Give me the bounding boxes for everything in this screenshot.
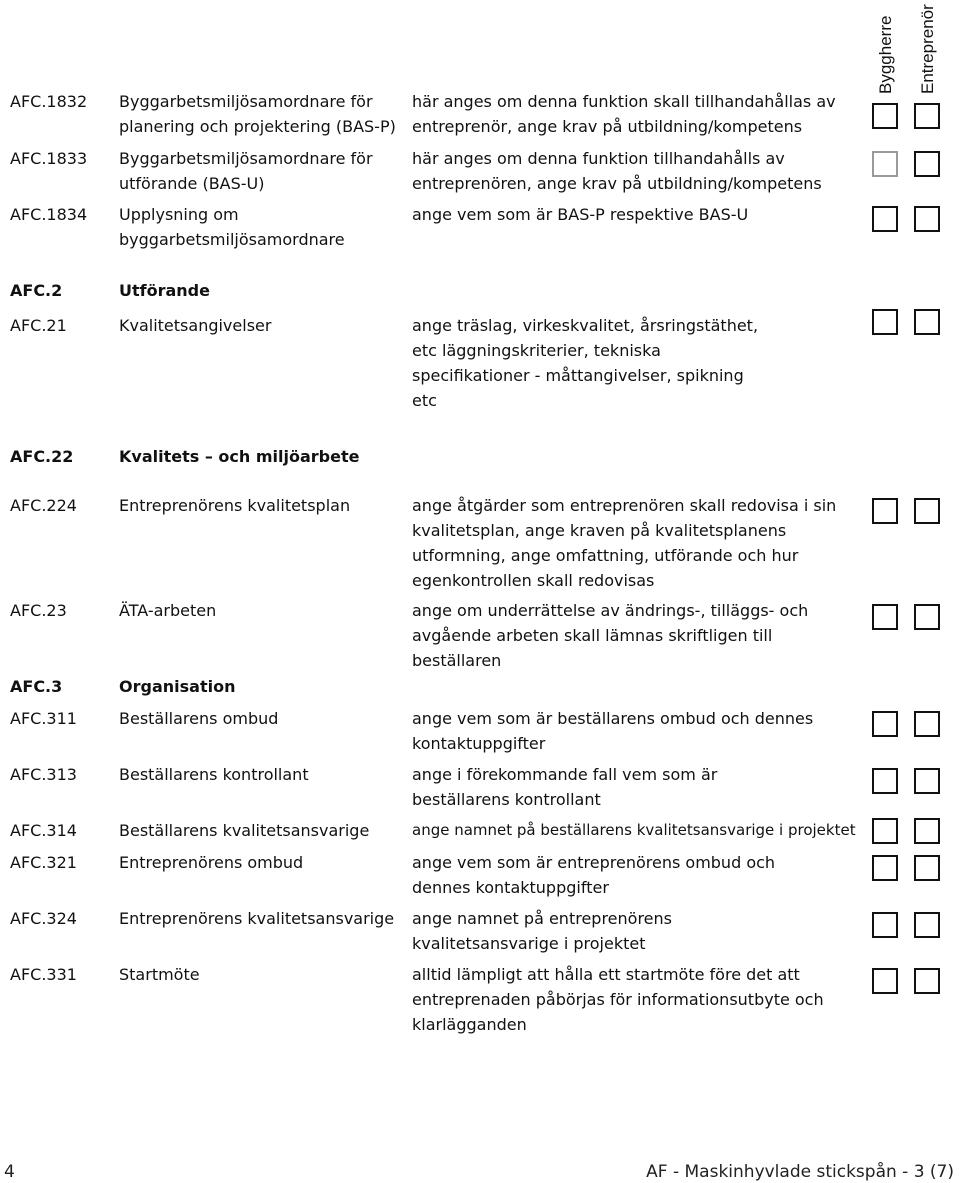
checkbox-entreprenor[interactable]	[914, 206, 940, 232]
row-code: AFC.311	[10, 709, 77, 728]
row-code: AFC.2	[10, 281, 63, 300]
row-description: här anges om denna funktion skall tillhandahållas av entreprenör, ange krav på utbildning/kompetens	[412, 92, 836, 136]
row-code: AFC.331	[10, 965, 77, 984]
row-code: AFC.1833	[10, 149, 88, 168]
row-title: Utförande	[119, 281, 210, 300]
checkbox-byggherre[interactable]	[872, 604, 898, 630]
row-title: Beställarens kontrollant	[119, 765, 309, 784]
checkbox-entreprenor[interactable]	[914, 103, 940, 129]
checkbox-byggherre[interactable]	[872, 498, 898, 524]
row-description: här anges om denna funktion tillhandahålls av entreprenören, ange krav på utbildning/kompetens	[412, 149, 822, 193]
row-code: AFC.313	[10, 765, 77, 784]
checkbox-entreprenor[interactable]	[914, 912, 940, 938]
row-code: AFC.22	[10, 447, 74, 466]
row-code: AFC.3	[10, 677, 63, 696]
row-code: AFC.224	[10, 496, 77, 515]
checkbox-byggherre[interactable]	[872, 855, 898, 881]
row-code: AFC.324	[10, 909, 77, 928]
checkbox-entreprenor[interactable]	[914, 604, 940, 630]
row-description: ange vem som är entreprenörens ombud och dennes kontaktuppgifter	[412, 853, 776, 897]
row-description: ange träslag, virkeskvalitet, årsringstäthet, etc läggningskriterier, tekniska specifikationer - måttangivelser, spikning etc	[412, 316, 759, 410]
row-title: Beställarens kvalitetsansvarige	[119, 821, 370, 840]
document-title: AF - Maskinhyvlade stickspån - 3 (7)	[646, 1162, 954, 1182]
column-header-entreprenor: Entreprenör	[918, 4, 937, 94]
row-title: Entreprenörens kvalitetsansvarige	[119, 909, 395, 928]
row-code: AFC.23	[10, 601, 67, 620]
row-code: AFC.314	[10, 821, 77, 840]
row-description: ange namnet på beställarens kvalitetsansvarige i projektet	[412, 821, 856, 839]
checkbox-entreprenor[interactable]	[914, 768, 940, 794]
row-description: ange om underrättelse av ändrings-, tilläggs- och avgående arbeten skall lämnas skriftligen till beställaren	[412, 601, 809, 670]
row-title: Kvalitetsangivelser	[119, 316, 272, 335]
row-title: Organisation	[119, 677, 236, 696]
row-description: ange namnet på entreprenörens kvalitetsansvarige i projektet	[412, 909, 672, 953]
checkbox-byggherre[interactable]	[872, 151, 898, 177]
checkbox-byggherre[interactable]	[872, 968, 898, 994]
row-code: AFC.21	[10, 316, 67, 335]
checkbox-entreprenor[interactable]	[914, 309, 940, 335]
row-title: Entreprenörens kvalitetsplan	[119, 496, 351, 515]
row-title: Startmöte	[119, 965, 200, 984]
column-header-byggherre: Byggherre	[876, 15, 895, 94]
checkbox-entreprenor[interactable]	[914, 968, 940, 994]
row-description: alltid lämpligt att hålla ett startmöte före det att entreprenaden påbörjas för informationsutbyte och klarlägganden	[412, 965, 824, 1034]
row-description: ange i förekommande fall vem som är beställarens kontrollant	[412, 765, 718, 809]
row-code: AFC.321	[10, 853, 77, 872]
row-title: Upplysning om byggarbetsmiljösamordnare	[119, 205, 345, 249]
checkbox-byggherre[interactable]	[872, 711, 898, 737]
row-title: Entreprenörens ombud	[119, 853, 304, 872]
page-number: 4	[4, 1162, 15, 1182]
checkbox-entreprenor[interactable]	[914, 855, 940, 881]
checkbox-entreprenor[interactable]	[914, 151, 940, 177]
row-title: Byggarbetsmiljösamordnare för utförande (BAS-U)	[119, 149, 373, 193]
checkbox-byggherre[interactable]	[872, 309, 898, 335]
checkbox-byggherre[interactable]	[872, 818, 898, 844]
row-description: ange vem som är BAS-P respektive BAS-U	[412, 205, 749, 224]
row-title: Beställarens ombud	[119, 709, 279, 728]
checkbox-byggherre[interactable]	[872, 768, 898, 794]
row-title: Byggarbetsmiljösamordnare för planering och projektering (BAS-P)	[119, 92, 396, 136]
checkbox-entreprenor[interactable]	[914, 818, 940, 844]
row-description: ange åtgärder som entreprenören skall redovisa i sin kvalitetsplan, ange kraven på kvalitetsplanens utformning, ange omfattning, utförande och hur egenkontrollen skall redovisas	[412, 496, 837, 590]
checkbox-byggherre[interactable]	[872, 103, 898, 129]
checkbox-entreprenor[interactable]	[914, 711, 940, 737]
row-code: AFC.1832	[10, 92, 88, 111]
row-title: Kvalitets – och miljöarbete	[119, 447, 360, 466]
checkbox-entreprenor[interactable]	[914, 498, 940, 524]
row-title: ÄTA-arbeten	[119, 601, 217, 620]
row-description: ange vem som är beställarens ombud och dennes kontaktuppgifter	[412, 709, 814, 753]
checkbox-byggherre[interactable]	[872, 912, 898, 938]
checkbox-byggherre[interactable]	[872, 206, 898, 232]
row-code: AFC.1834	[10, 205, 88, 224]
